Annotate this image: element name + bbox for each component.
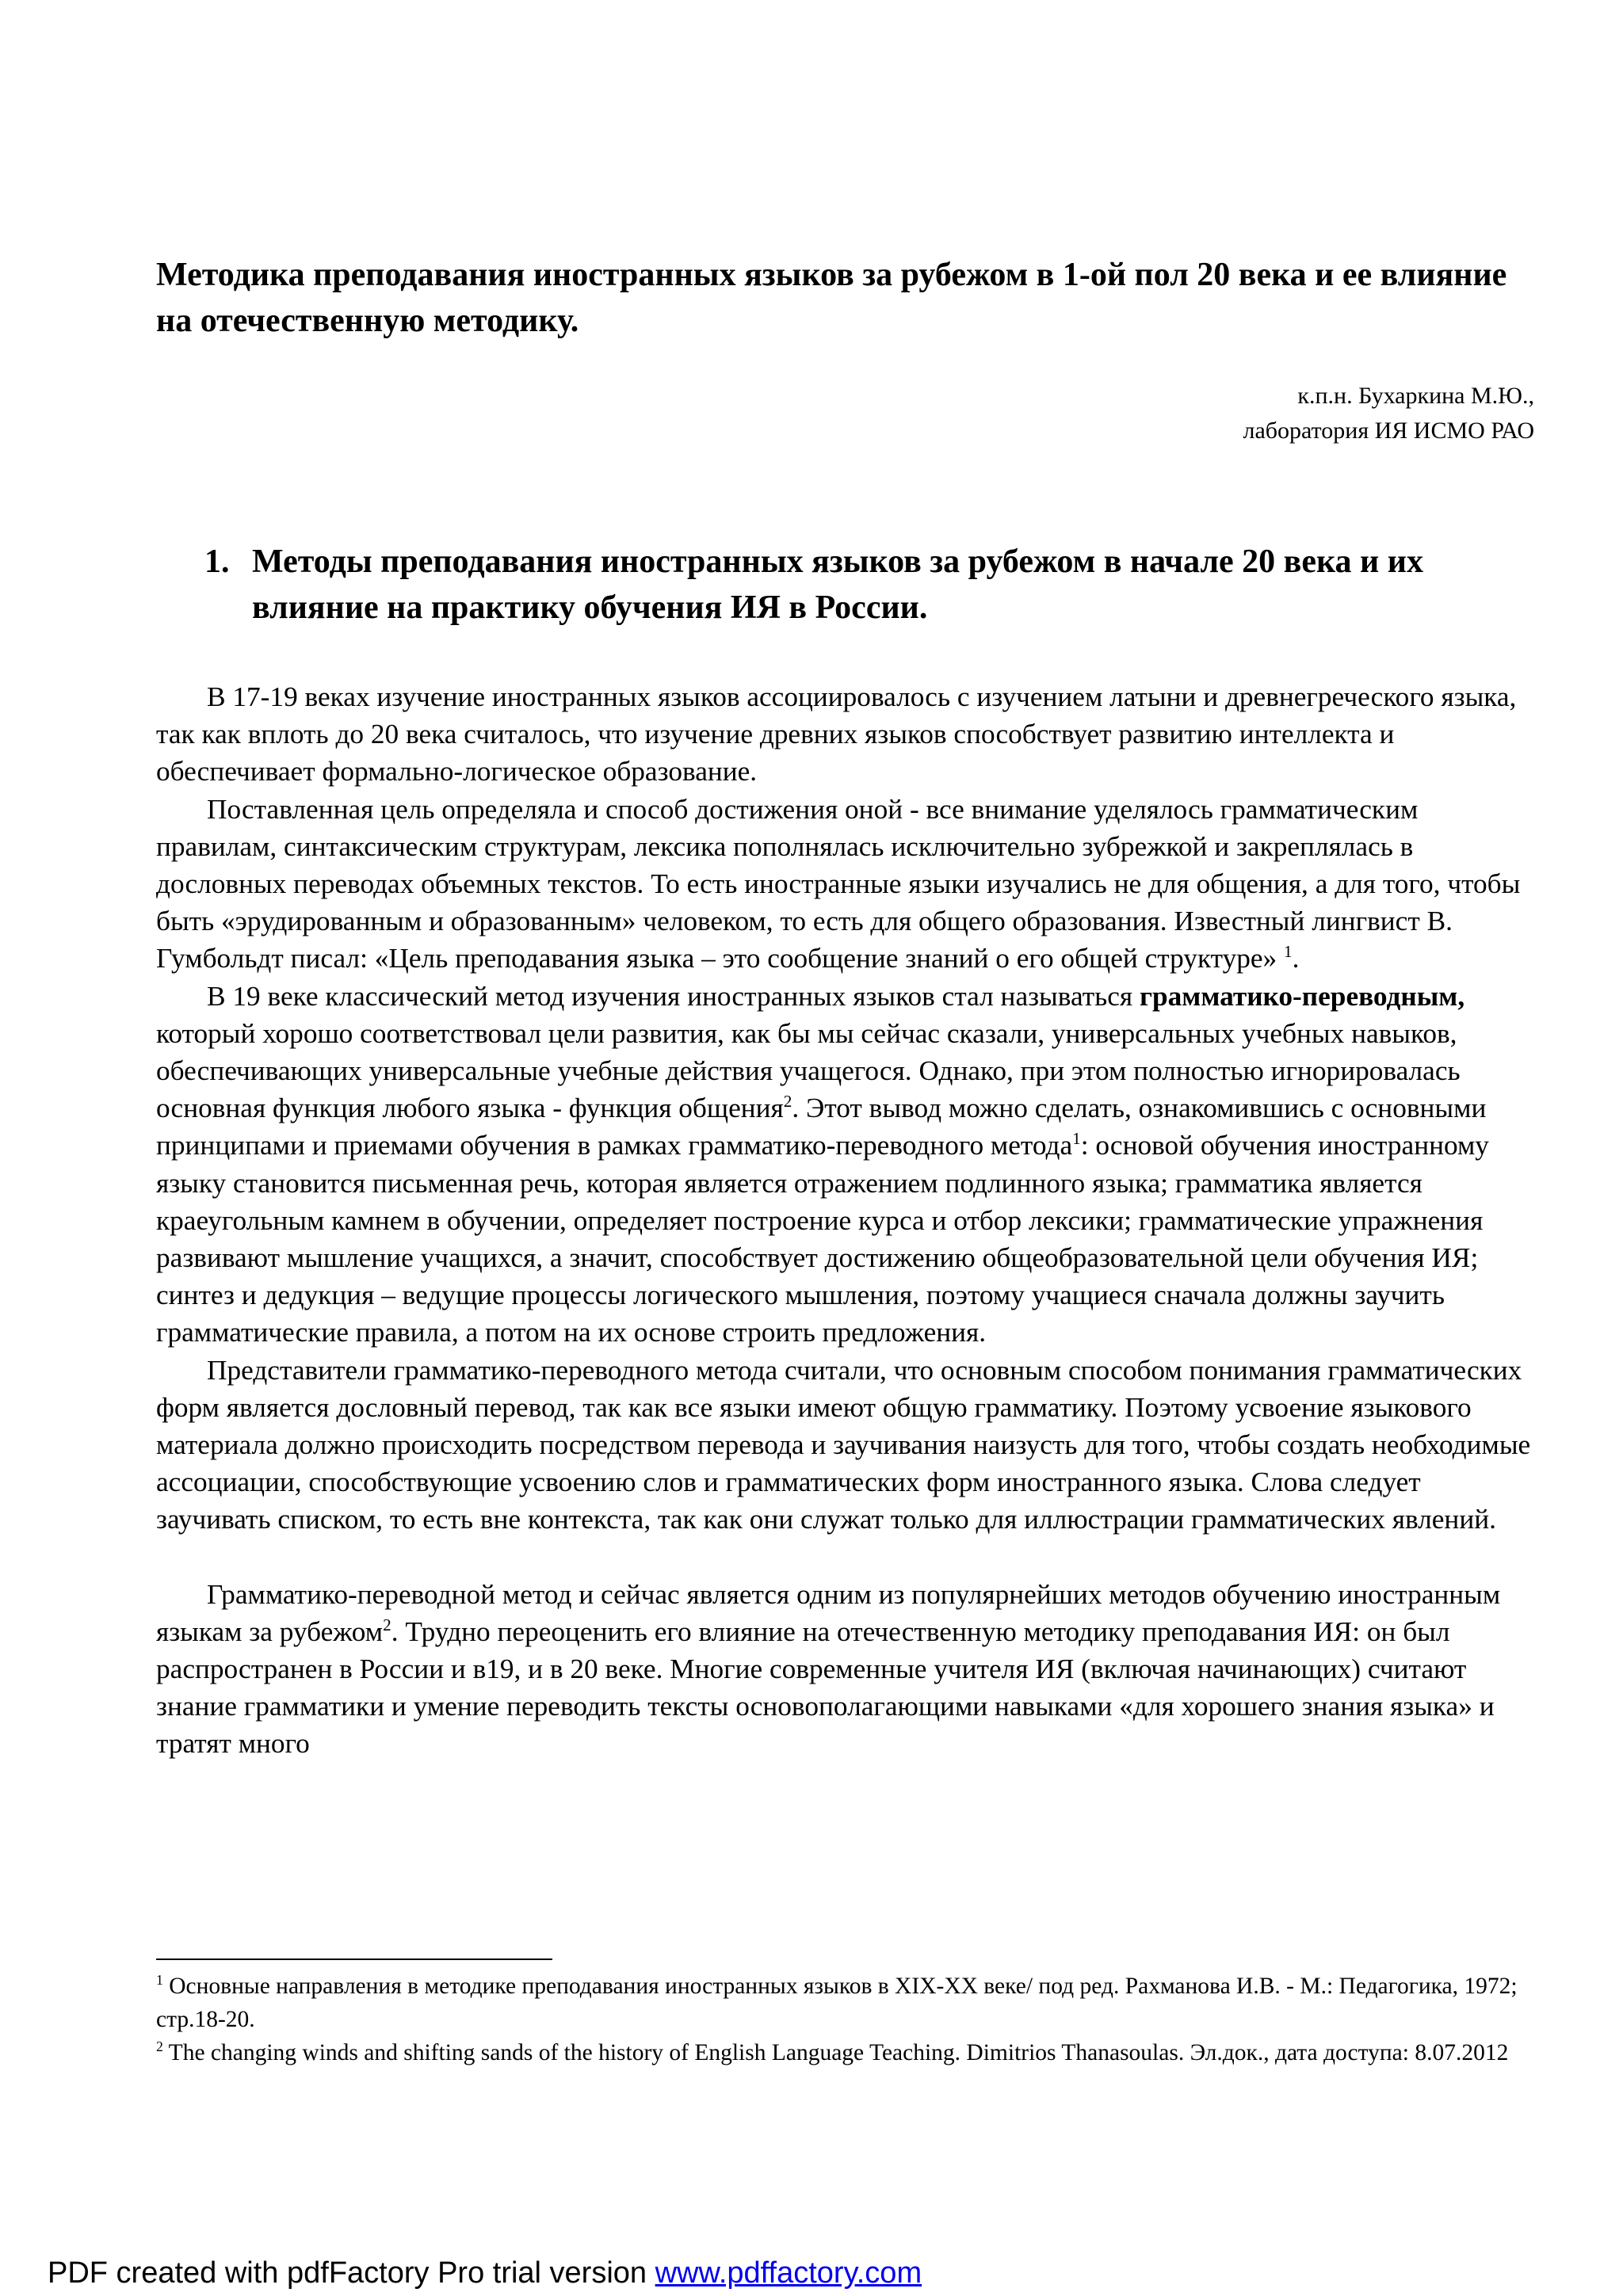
footnote-separator <box>156 1958 552 1960</box>
footnote-mark: 2 <box>156 2039 163 2055</box>
paragraph-3-part-a: В 19 веке классический метод изучения иностранных языков стал называться <box>207 980 1140 1012</box>
body-text <box>156 678 1535 1763</box>
paragraph-4: Представители грамматико-переводного метода считали, что основным способом понимания грамматических форм является дословный перевод, так как все языки имеют общую грамматику. Поэтому усвоение языкового материала должно происходить посредством перевода и заучивания наизусть для того, чтобы создать необходимые ассоциации, способствующие усвоению слов и грамматических форм иностранного языка. Слова следует заучивать списком, то есть вне контекста, так как они служат только для иллюстрации грамматических явлений. <box>156 1354 1531 1535</box>
section-number: 1. <box>204 543 230 580</box>
footnote-ref: 1 <box>1072 1129 1081 1149</box>
paragraph-2-end: . <box>1292 943 1300 974</box>
document-title: Методика преподавания иностранных языков за рубежом в 1-ой пол 20 века и ее влияние на отечественную методику. <box>156 257 1507 339</box>
paragraph-5-part-b: . Трудно переоценить его влияние на отечественную методику преподавания ИЯ: он был распространен в России и в19, и в 20 веке. Многие современные учителя ИЯ (включая начинающих) считают знание грамматики и умение переводить тексты основополагающими навыками «для хорошего знания языка» и тратят много <box>156 1615 1495 1760</box>
paragraph-3-part-b: который хорошо соответствовал цели развития, как бы мы сейчас сказали, универсальных учебных навыков, обеспечивающих универсальные учебные действия учащегося. Однако, при этом полностью игнорировалась основная функция любого языка - функция общения <box>156 1017 1461 1124</box>
term-grammar-translation: грамматико-переводным, <box>1139 980 1465 1012</box>
paragraph-3-part-c: . Этот вывод можно сделать, ознакомившись с основными принципами и приемами обучения в рамках грамматико-переводного метода <box>156 1093 1487 1161</box>
pdf-footer-text: PDF created with pdfFactory Pro trial version <box>48 2256 655 2290</box>
author-name: к.п.н. Бухаркина М.Ю., <box>1297 383 1534 409</box>
paragraph-3 <box>156 978 1535 1352</box>
paragraph-1: В 17-19 веках изучение иностранных языков ассоциировалось с изучением латыни и древнегреческого языка, так как вплоть до 20 века считалось, что изучение древних языков способствует развитию интеллекта и обеспечивает формально-логическое образование. <box>156 681 1517 788</box>
section-heading <box>204 539 1504 631</box>
paragraph-3-part-d: : основой обучения иностранному языку становится письменная речь, которая является отражением подлинного языка; грамматика является краеугольным камнем в обучении, определяет построение курса и отбор лексики; грамматические упражнения развивают мышление учащихся, а значит, способствует достижению общеобразовательной цели обучения ИЯ; синтез и дедукция – ведущие процессы логического мышления, поэтому учащиеся сначала должны заучить грамматические правила, а потом на их основе строить предложения. <box>156 1130 1489 1348</box>
author-affiliation: лаборатория ИЯ ИСМО РАО <box>1243 418 1534 444</box>
paragraph-5-part-a: Грамматико-переводной метод и сейчас является одним из популярнейших методов обучению иностранным языкам за рубежом <box>156 1578 1501 1647</box>
footnote-ref: 2 <box>783 1092 792 1112</box>
section-title: Методы преподавания иностранных языков за рубежом в начале 20 века и их влияние на практику обучения ИЯ в России. <box>252 543 1423 626</box>
paragraph-2 <box>156 791 1535 978</box>
footnotes <box>156 1970 1535 2069</box>
footnote-ref: 1 <box>1284 942 1293 962</box>
paragraph-2-text: Поставленная цель определяла и способ достижения оной - все внимание уделялось грамматическим правилам, синтаксическим структурам, лексика пополнялась исключительно зубрежкой и закреплялась в дословных переводах объемных текстов. То есть иностранные языки изучались не для общения, а для того, чтобы быть «эрудированным и образованным» человеком, то есть для общего образования. Известный лингвист В. Гумбольдт писал: «Цель преподавания языка – это сообщение знаний о его общей структуре» <box>156 793 1521 974</box>
author-block <box>1243 379 1534 448</box>
paragraph-5 <box>156 1576 1535 1763</box>
footnote-2 <box>156 2036 1535 2069</box>
footnote-text: Основные направления в методике преподавания иностранных языков в XIX-XX веке/ под ред. Рахманова И.В. - М.: Педагогика, 1972; стр.18-20. <box>156 1974 1518 2032</box>
pdffactory-link[interactable]: www.pdffactory.com <box>655 2256 922 2290</box>
footnote-mark: 1 <box>156 1972 163 1989</box>
footnote-1 <box>156 1970 1535 2036</box>
footnote-ref: 2 <box>383 1615 391 1635</box>
footnote-text: The changing winds and shifting sands of the history of English Language Teaching. Dimitrios Thanasoulas. Эл.док., дата доступа: 8.07.2012 <box>162 2040 1509 2065</box>
pdf-watermark-footer <box>48 2255 922 2291</box>
